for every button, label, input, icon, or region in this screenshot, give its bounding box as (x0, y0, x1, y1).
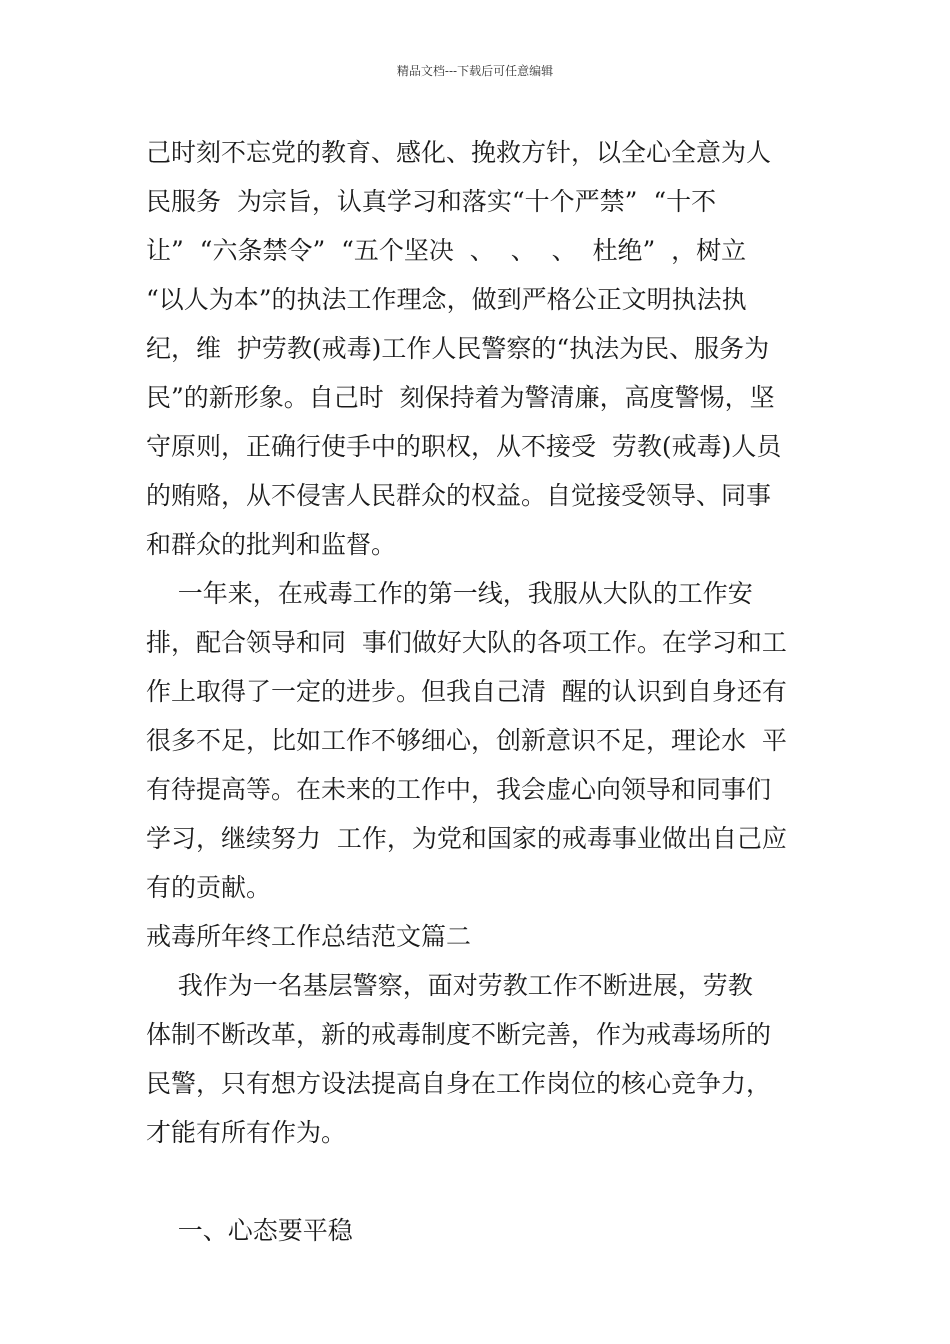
subsection-heading: 一、心态要平稳 (146, 1216, 353, 1245)
paragraph-start-line: 我作为一名基层警察，面对劳教工作不断进展，劳教 (146, 971, 753, 1000)
document-body (146, 128, 810, 1255)
text-line: 学习，继续努力 工作，为党和国家的戒毒事业做出自己应 (146, 824, 787, 853)
paragraph-start-line: 一年来，在戒毒工作的第一线，我服从大队的工作安 (146, 579, 753, 608)
text-line: 守原则，正确行使手中的职权，从不接受 劳教(戒毒)人员 (146, 432, 782, 461)
text-line: 作上取得了一定的进步。但我自己清 醒的认识到自身还有 (146, 677, 787, 706)
text-line: 己时刻不忘党的教育、感化、挽救方针，以全心全意为人 (146, 138, 772, 167)
text-line: 有的贡献。 (146, 873, 272, 902)
text-line: 让” “六条禁令” “五个坚决 、 、 、 杜绝” ，树立 (146, 236, 747, 265)
text-line: 很多不足，比如工作不够细心，创新意识不足，理论水 平 (146, 726, 787, 755)
text-line: 才能有所有作为。 (146, 1118, 347, 1147)
text-line: “以人为本”的执法工作理念，做到严格公正文明执法执 (146, 285, 747, 314)
text-line: 的贿赂，从不侵害人民群众的权益。自觉接受领导、同事 (146, 481, 772, 510)
text-line: 有待提高等。在未来的工作中，我会虚心向领导和同事们 (146, 775, 772, 804)
text-line: 民”的新形象。自己时 刻保持着为警清廉，高度警惕，坚 (146, 383, 775, 412)
text-line: 民服务 为宗旨，认真学习和落实“十个严禁” “十不 (146, 187, 717, 216)
blank-line (146, 1157, 810, 1206)
text-line: 纪，维 护劳教(戒毒)工作人民警察的“执法为民、服务为 (146, 334, 770, 363)
text-line: 和群众的批判和监督。 (146, 530, 397, 559)
text-line: 体制不断改革，新的戒毒制度不断完善，作为戒毒场所的 (146, 1020, 772, 1049)
text-line: 排，配合领导和同 事们做好大队的各项工作。在学习和工 (146, 628, 787, 657)
page-header: 精品文档---下载后可任意编辑 (396, 64, 554, 78)
section-heading: 戒毒所年终工作总结范文篇二 (146, 922, 472, 951)
text-line: 民警，只有想方设法提高自身在工作岗位的核心竞争力， (146, 1069, 772, 1098)
